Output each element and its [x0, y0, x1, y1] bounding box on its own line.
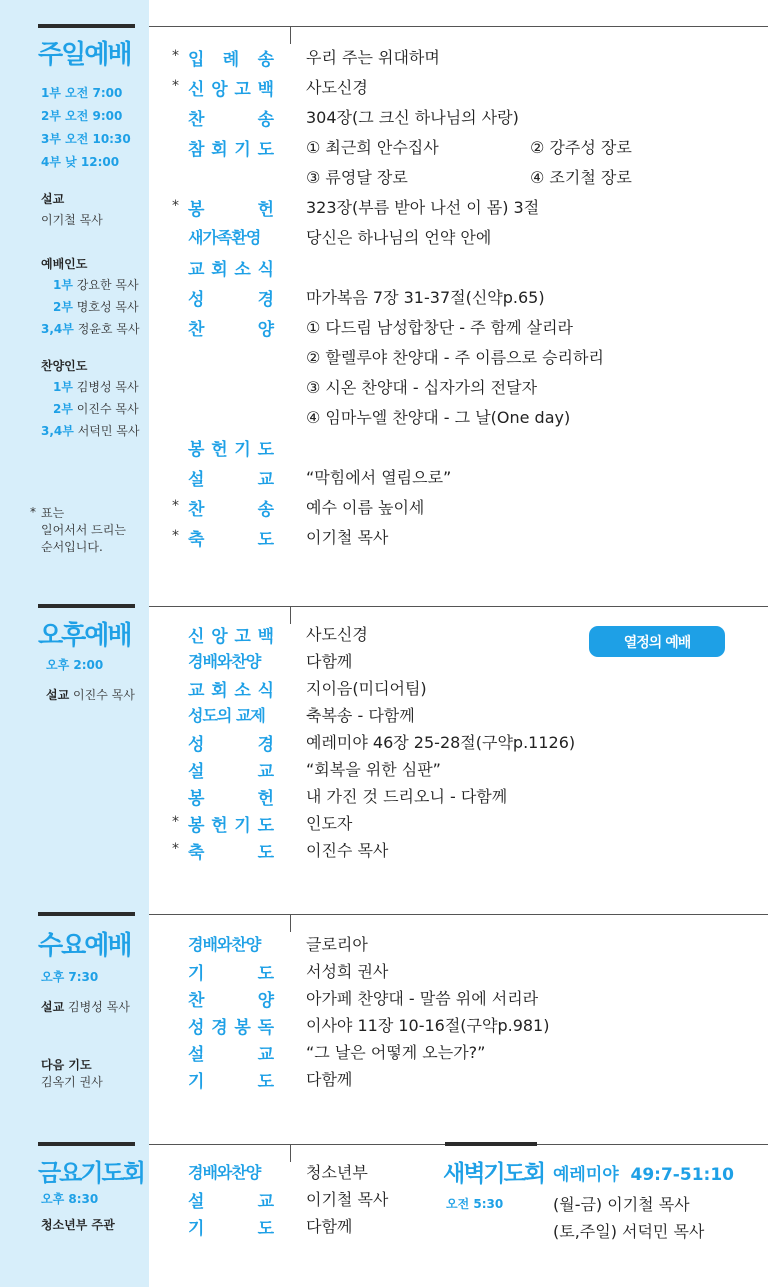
order-label: 찬 송 — [188, 500, 274, 520]
order-label: 축 도 — [188, 843, 274, 863]
wednesday-sermon: 설교 김병성 목사 — [41, 1000, 130, 1014]
order-row: 경배와찬양 다함께 — [0, 649, 768, 679]
wednesday-time: 오후 7:30 — [41, 970, 99, 984]
order-row: 설 교 “그 날은 어떻게 오는가?” — [0, 1040, 768, 1070]
order-label: 설 교 — [188, 762, 274, 782]
order-row: * 축 도 이기철 목사 — [0, 525, 768, 555]
order-label: 찬 송 — [188, 110, 274, 130]
wednesday-next-name: 김옥기 권사 — [41, 1075, 103, 1089]
sunday-time-1: 1부 오전 7:00 — [41, 86, 123, 100]
order-row: 참 회 기 도 ① 최근희 안수집사 ② 강주성 장로 — [0, 135, 768, 165]
order-row: 성 경 마가복음 7장 31-37절(신약p.65) — [0, 285, 768, 315]
dawn-section-bar — [445, 1142, 537, 1146]
order-label: 기 도 — [188, 1072, 274, 1092]
order-row: * 축 도 이진수 목사 — [0, 838, 768, 868]
order-row: * 찬 송 예수 이름 높이세 — [0, 495, 768, 525]
order-row: ② 할렐루야 찬양대 - 주 이름으로 승리하리 — [306, 348, 604, 367]
section-divider — [149, 606, 768, 607]
dawn-time: 오전 5:30 — [446, 1197, 504, 1211]
order-row: 설 교 “막힘에서 열림으로” — [0, 465, 768, 495]
sunday-note-line-1: 표는 — [41, 506, 65, 520]
order-row: 찬 송 304장(그 크신 하나님의 사랑) — [0, 105, 768, 135]
order-label: 입 례 송 — [188, 50, 274, 70]
order-label: 설 교 — [188, 1192, 274, 1212]
sunday-time-3: 3부 오전 10:30 — [41, 132, 131, 146]
passion-worship-badge: 열정의 예배 — [589, 626, 725, 657]
order-label: 기 도 — [188, 964, 274, 984]
friday-host: 청소년부 주관 — [41, 1218, 115, 1232]
section-bar — [38, 1142, 135, 1146]
dawn-line-1: (월-금) 이기철 목사 — [553, 1195, 690, 1214]
sunday-praise-1: 1부 김병성 목사 — [53, 380, 139, 394]
order-label: 설 교 — [188, 470, 274, 490]
order-row: 신 앙 고 백 사도신경 — [0, 622, 768, 652]
order-label: 교 회 소 식 — [188, 260, 274, 280]
sunday-praise-3: 3,4부 서덕민 목사 — [41, 424, 140, 438]
order-row: 찬 양 ① 다드림 남성합창단 - 주 함께 살리라 — [0, 315, 768, 345]
order-row: 성도의 교제 축복송 - 다함께 — [0, 703, 768, 733]
order-row: ④ 임마누엘 찬양대 - 그 날(One day) — [306, 408, 571, 427]
afternoon-time: 오후 2:00 — [46, 658, 104, 672]
section-bar — [38, 912, 135, 916]
sunday-praise-2: 2부 이진수 목사 — [53, 402, 139, 416]
sunday-leader-1: 1부 강요한 목사 — [53, 278, 139, 292]
order-label: 기 도 — [188, 1219, 274, 1239]
order-label: 봉 헌 기 도 — [188, 816, 274, 836]
sunday-leader-3: 3,4부 정윤호 목사 — [41, 322, 140, 336]
order-label: 경배와찬양 — [188, 935, 261, 954]
section-tick — [290, 26, 291, 44]
order-row: 기 도 다함께 — [0, 1067, 768, 1097]
friday-time: 오후 8:30 — [41, 1192, 99, 1206]
sunday-praise-label: 찬양인도 — [41, 359, 88, 373]
sunday-time-2: 2부 오전 9:00 — [41, 109, 123, 123]
order-label: 봉 헌 — [188, 789, 274, 809]
order-row: * 입 례 송 우리 주는 위대하며 — [0, 45, 768, 75]
sunday-note-line-2: 일어서서 드리는 — [41, 523, 126, 537]
order-label: 신 앙 고 백 — [188, 80, 274, 100]
order-label: 경배와찬양 — [188, 1163, 261, 1182]
sunday-note-line-3: 순서입니다. — [41, 540, 103, 554]
order-label: 성도의 교제 — [188, 706, 265, 725]
order-label: 성 경 — [188, 290, 274, 310]
order-row — [0, 435, 768, 465]
order-label: 경배와찬양 — [188, 652, 261, 671]
order-row: * 봉 헌 기 도 인도자 — [0, 811, 768, 841]
order-row: 경배와찬양 청소년부 — [0, 1160, 768, 1190]
dawn-scripture: 예레미야 49:7-51:10 — [553, 1165, 734, 1185]
order-label: 새가족환영 — [188, 228, 261, 247]
afternoon-sermon: 설교 이진수 목사 — [46, 688, 135, 702]
sunday-note-star: * — [30, 505, 36, 519]
order-label: 설 교 — [188, 1045, 274, 1065]
order-label: 봉 헌 기 도 — [188, 440, 274, 460]
section-bar — [38, 604, 135, 608]
wednesday-next-label: 다음 기도 — [41, 1058, 92, 1072]
dawn-title: 새벽기도회 — [443, 1161, 545, 1187]
order-label: 성 경 봉 독 — [188, 1018, 274, 1038]
order-row: 경배와찬양 글로리아 — [0, 932, 768, 962]
order-label: 성 경 — [188, 735, 274, 755]
order-label: 참 회 기 도 — [188, 140, 274, 160]
order-row: 성 경 예레미야 46장 25-28절(구약p.1126) — [0, 730, 768, 760]
section-divider — [149, 26, 768, 27]
section-divider — [149, 914, 768, 915]
section-bar — [38, 24, 135, 28]
dawn-line-2: (토,주일) 서덕민 목사 — [553, 1222, 705, 1241]
order-row: 새가족환영 당신은 하나님의 언약 안에 — [0, 225, 768, 255]
order-row: ③ 시온 찬양대 - 십자가의 전달자 — [306, 378, 538, 397]
order-row: 봉 헌 내 가진 것 드리오니 - 다함께 — [0, 784, 768, 814]
order-row: * 신 앙 고 백 사도신경 — [0, 75, 768, 105]
afternoon-title: 오후예배 — [38, 621, 131, 651]
order-row: 설 교 이기철 목사 — [0, 1187, 768, 1217]
order-label: 교 회 소 식 — [188, 681, 274, 701]
order-label: 축 도 — [188, 530, 274, 550]
order-row: 교 회 소 식 지이음(미디어팀) — [0, 676, 768, 706]
order-label: 봉 헌 — [188, 200, 274, 220]
wednesday-title: 수요예배 — [38, 931, 131, 961]
order-row: 찬 양 아가페 찬양대 - 말씀 위에 서리라 — [0, 986, 768, 1016]
order-row: 기 도 서성희 권사 — [0, 959, 768, 989]
order-row — [0, 255, 768, 285]
order-row: 기 도 다함께 — [0, 1214, 768, 1244]
sunday-sermon-label: 설교 — [41, 192, 65, 206]
sunday-time-4: 4부 낮 12:00 — [41, 155, 120, 169]
sunday-sermon-name: 이기철 목사 — [41, 213, 103, 227]
sunday-leader-2: 2부 명호성 목사 — [53, 300, 139, 314]
order-row: ③ 류영달 장로 ④ 조기철 장로 — [306, 168, 632, 187]
order-label: 찬 양 — [188, 320, 274, 340]
order-label: 찬 양 — [188, 991, 274, 1011]
sunday-lead-label: 예배인도 — [41, 257, 88, 271]
sunday-title: 주일예배 — [38, 40, 131, 70]
order-label: 신 앙 고 백 — [188, 627, 274, 647]
friday-title: 금요기도회 — [38, 1159, 144, 1187]
order-row: 성 경 봉 독 이사야 11장 10-16절(구약p.981) — [0, 1013, 768, 1043]
section-tick — [290, 914, 291, 932]
order-row: * 봉 헌 323장(부름 받아 나선 이 몸) 3절 — [0, 195, 768, 225]
order-row: 설 교 “회복을 위한 심판” — [0, 757, 768, 787]
